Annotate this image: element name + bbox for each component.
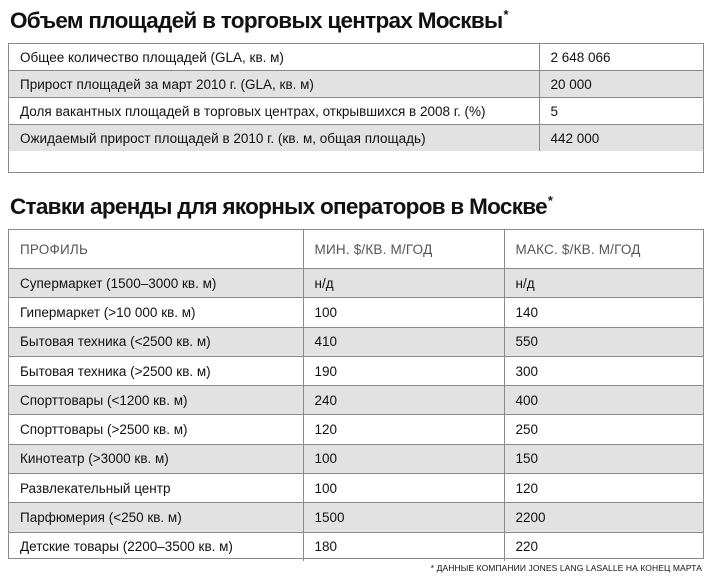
table-row: [9, 98, 703, 125]
rent-row-max: 150: [504, 444, 703, 473]
header-profile: ПРОФИЛЬ: [20, 241, 88, 257]
header-min: МИН. $/КВ. М/ГОД: [303, 230, 504, 269]
section2-title-asterisk: *: [547, 193, 553, 208]
table-row: [9, 386, 703, 415]
gla-row-label: Доля вакантных площадей в торговых центрах, открывшихся в 2008 г. (%): [20, 103, 486, 119]
table-header-row: [9, 230, 703, 269]
table-row: [9, 503, 703, 532]
rent-row-max: 140: [504, 298, 703, 327]
table-row: [9, 71, 703, 98]
rent-row-max: 2200: [504, 503, 703, 532]
gla-table: [9, 44, 703, 151]
rent-row-min: 100: [303, 298, 504, 327]
table-row: [9, 415, 703, 444]
table-row: [9, 532, 703, 561]
gla-row-value: 5: [539, 98, 703, 125]
table-row: [9, 356, 703, 385]
rent-row-profile: Гипермаркет (>10 000 кв. м): [20, 304, 196, 320]
rent-row-max: 550: [504, 327, 703, 356]
table-row: [9, 474, 703, 503]
header-max: МАКС. $/КВ. М/ГОД: [504, 230, 703, 269]
rent-row-max: 300: [504, 356, 703, 385]
rent-row-max: 250: [504, 415, 703, 444]
rent-row-profile: Детские товары (2200–3500 кв. м): [20, 539, 233, 555]
table-row: [9, 444, 703, 473]
gla-row-value: 20 000: [539, 71, 703, 98]
gla-table-frame: [8, 43, 704, 173]
rent-row-profile: Бытовая техника (>2500 кв. м): [20, 363, 211, 379]
rent-row-profile: Развлекательный центр: [20, 480, 171, 496]
section2-title-text: Ставки аренды для якорных операторов в Москве: [10, 194, 547, 219]
table-row: [9, 44, 703, 71]
table-row: [9, 327, 703, 356]
rent-row-min: н/д: [303, 269, 504, 298]
rent-row-min: 190: [303, 356, 504, 385]
table-row: [9, 125, 703, 152]
rent-row-profile: Спорттовары (<1200 кв. м): [20, 392, 188, 408]
rent-table-frame: [8, 229, 704, 559]
rent-row-max: н/д: [504, 269, 703, 298]
gla-row-value: 442 000: [539, 125, 703, 152]
footnote: * ДАННЫЕ КОМПАНИИ JONES LANG LASALLE НА КОНЕЦ МАРТА: [430, 563, 702, 573]
rent-row-min: 120: [303, 415, 504, 444]
rent-table: [9, 230, 703, 561]
rent-row-min: 180: [303, 532, 504, 561]
section2-title: [10, 186, 552, 222]
table-row: [9, 298, 703, 327]
gla-row-value: 2 648 066: [539, 44, 703, 71]
gla-row-label: Прирост площадей за март 2010 г. (GLA, кв. м): [20, 76, 314, 92]
rent-row-max: 220: [504, 532, 703, 561]
rent-row-max: 400: [504, 386, 703, 415]
rent-row-profile: Бытовая техника (<2500 кв. м): [20, 334, 211, 350]
rent-row-min: 410: [303, 327, 504, 356]
section1-title: [10, 0, 508, 36]
rent-row-min: 100: [303, 474, 504, 503]
section1-title-asterisk: *: [503, 7, 508, 22]
table-row: [9, 269, 703, 298]
rent-row-min: 240: [303, 386, 504, 415]
rent-row-profile: Супермаркет (1500–3000 кв. м): [20, 275, 217, 291]
rent-row-min: 1500: [303, 503, 504, 532]
rent-row-profile: Парфюмерия (<250 кв. м): [20, 510, 182, 526]
rent-row-max: 120: [504, 474, 703, 503]
gla-row-label: Ожидаемый прирост площадей в 2010 г. (кв. м, общая площадь): [20, 130, 426, 146]
rent-row-profile: Спорттовары (>2500 кв. м): [20, 422, 188, 438]
rent-row-min: 100: [303, 444, 504, 473]
gla-row-label: Общее количество площадей (GLA, кв. м): [20, 49, 284, 65]
rent-row-profile: Кинотеатр (>3000 кв. м): [20, 451, 169, 467]
section1-title-text: Объем площадей в торговых центрах Москвы: [10, 8, 503, 33]
